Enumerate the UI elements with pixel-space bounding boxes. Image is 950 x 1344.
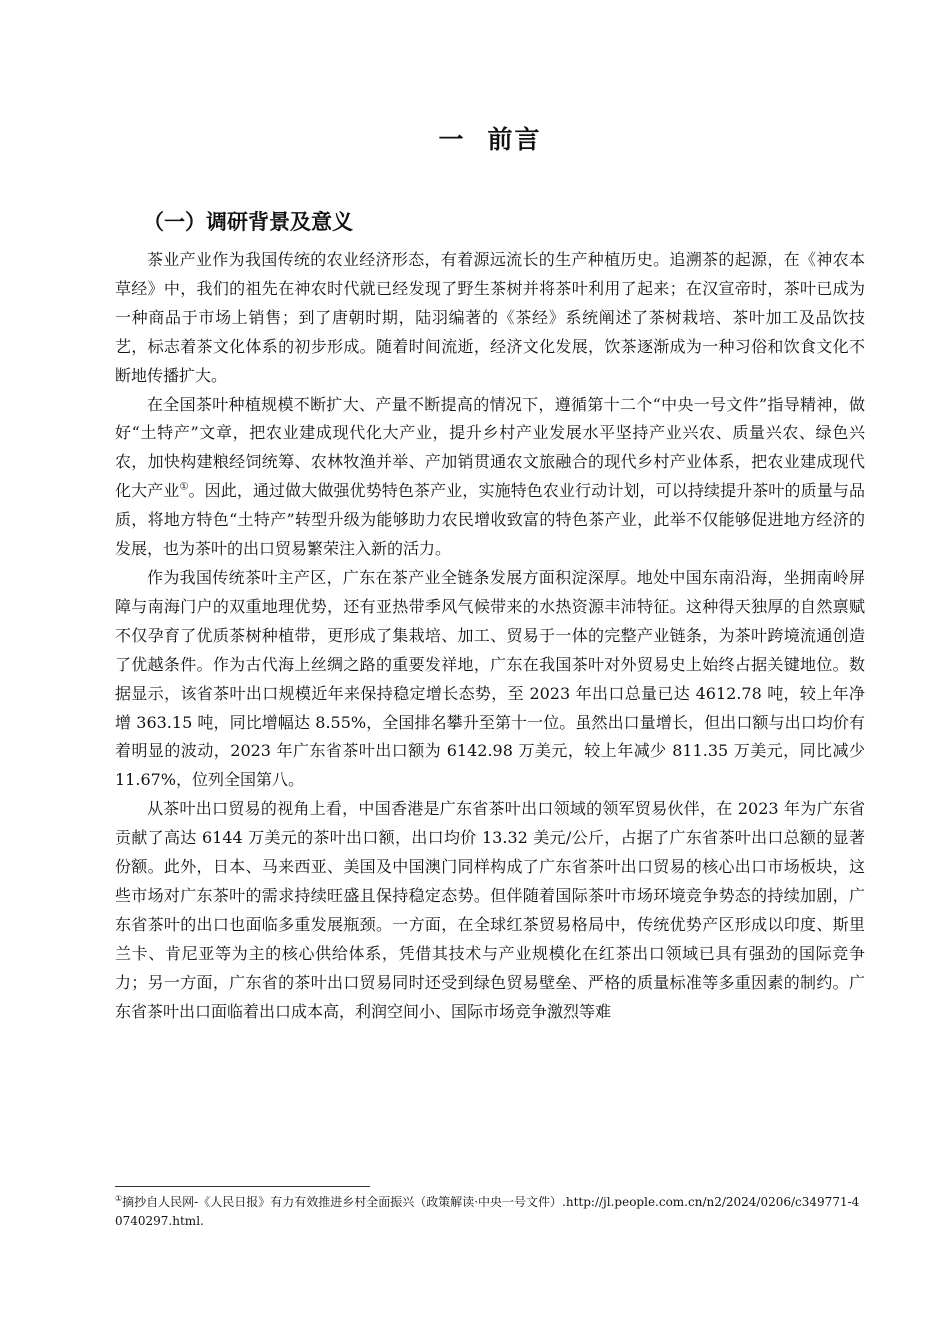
page-content xyxy=(115,120,865,1026)
chapter-title xyxy=(115,120,865,160)
footnote-text[interactable]: 摘抄自人民网-《人民日报》有力有效推进乡村全面振兴（政策解读·中央一号文件）.http://jl.people.com.cn/n2/2024/0206/c349771-40740297.html. xyxy=(115,1195,860,1228)
footnote-divider xyxy=(115,1186,370,1187)
body-text xyxy=(115,246,865,1026)
chapter-number: 一 xyxy=(438,125,466,154)
paragraph-2 xyxy=(115,391,865,564)
paragraph-4: 从茶叶出口贸易的视角上看，中国香港是广东省茶叶出口领域的领军贸易伙伴，在 2023 年为广东省贡献了高达 6144 万美元的茶叶出口额，出口均价 13.32 美元/公斤，占据了广东省茶叶出口总额的显著份额。此外，日本、马来西亚、美国及中国澳门同样构成了广东省茶叶出口贸易的核心出口市场板块，这些市场对广东茶叶的需求持续旺盛且保持稳定态势。但伴随着国际茶叶市场环境竞争势态的持续加剧，广东省茶叶的出口也面临多重发展瓶颈。一方面，在全球红茶贸易格局中，传统优势产区形成以印度、斯里兰卡、肯尼亚等为主的核心供给体系，凭借其技术与产业规模化在红茶出口领域已具有强劲的国际竞争力；另一方面，广东省的茶叶出口贸易同时还受到绿色贸易壁垒、严格的质量标准等多重因素的制约。广东省茶叶出口面临着出口成本高，利润空间小、国际市场竞争激烈等难 xyxy=(115,799,865,1021)
footnote xyxy=(115,1193,860,1231)
paragraph-1: 茶业产业作为我国传统的农业经济形态，有着源远流长的生产种植历史。追溯茶的起源，在《神农本草经》中，我们的祖先在神农时代就已经发现了野生茶树并将茶叶利用了起来；在汉宣帝时，茶叶已成为一种商品于市场上销售；到了唐朝时期，陆羽编著的《茶经》系统阐述了茶树栽培、茶叶加工及品饮技艺，标志着茶文化体系的初步形成。随着时间流逝，经济文化发展，饮茶逐渐成为一种习俗和饮食文化不断地传播扩大。 xyxy=(115,250,865,385)
paragraph-2-text-a: 在全国茶叶种植规模不断扩大、产量不断提高的情况下，遵循第十二个“中央一号文件”指导精神，做好“土特产”文章，把农业建成现代化大产业，提升乡村产业发展水平坚持产业兴农、质量兴农、绿色兴农，加快构建粮经饲统筹、农林牧渔并举、产加销贯通农文旅融合的现代乡村产业体系，把农业建成现代化大产业 xyxy=(115,394,865,501)
section-title: （一）调研背景及意义 xyxy=(143,210,353,234)
paragraph-2-text-b: 。因此，通过做大做强优势特色茶产业，实施特色农业行动计划，可以持续提升茶叶的质量与品质，将地方特色“土特产”转型升级为能够助力农民增收致富的特色茶产业，此举不仅能够促进地方经济的发展，也为茶叶的出口贸易繁荣注入新的活力。 xyxy=(115,481,865,559)
chapter-title-text: 前言 xyxy=(487,125,542,154)
footnote-reference[interactable]: ① xyxy=(179,481,189,493)
paragraph-3: 作为我国传统茶叶主产区，广东在茶产业全链条发展方面积淀深厚。地处中国东南沿海，坐拥南岭屏障与南海门户的双重地理优势，还有亚热带季风气候带来的水热资源丰沛特征。这种得天独厚的自然禀赋不仅孕育了优质茶树种植带，更形成了集栽培、加工、贸易于一体的完整产业链条，为茶叶跨境流通创造了优越条件。作为古代海上丝绸之路的重要发祥地，广东在我国茶叶对外贸易史上始终占据关键地位。数据显示，该省茶叶出口规模近年来保持稳定增长态势，至 2023 年出口总量已达 4612.78 吨，较上年净增 363.15 吨，同比增幅达 8.55%，全国排名攀升至第十一位。虽然出口量增长，但出口额与出口均价有着明显的波动，2023 年广东省茶叶出口额为 6142.98 万美元，较上年减少 811.35 万美元，同比减少 11.67%，位列全国第八。 xyxy=(115,567,865,790)
footnote-mark: ① xyxy=(115,1194,123,1203)
